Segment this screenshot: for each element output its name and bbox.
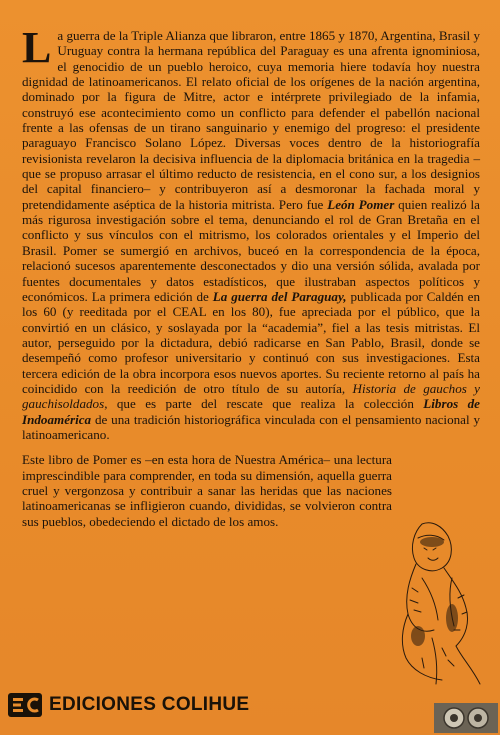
p1-part-c: publicada por Caldén en los 60 (y reeditada por el CEAL en los 80), fue apreciada por el público, que la convirtió en un clásico, y soslayada por la “academia”, fiel a las tesis mitristas. El autor, perseguido por la dictadura, debió radicarse en San Pablo, Brasil, donde se desempeñó como profesor universitario y continuó con sus investigaciones. Esta tercera edición de la obra incorpora esos nuevos aportes. Su reciente retorno al país ha coincidido con la reedición de otro título de su autoría, <box>22 288 480 396</box>
p1-part-d: , que es parte del rescate que realiza la colección <box>104 396 424 412</box>
soldier-sketch-icon <box>392 518 487 690</box>
p1-part-b: quien realizó la más rigurosa investigación sobre el tema, denunciando el rol de Gran Bretaña en el conflicto y sus vínculos con el mitrismo, los colorados orientales y el Imperio del Brasil. Pomer se sumergió en archivos, buceó en la correspondencia de la época, relacionó sucesos aparentemente desconectados y dio una versión sólida, avalada por fuentes documentales y datos estadísticos, que ilustraban aspectos políticos y económicos. La primera edición de <box>22 196 480 304</box>
book-title: La guerra del Paraguay, <box>212 288 347 304</box>
p1-part-a: a guerra de la Triple Alianza que libraron, entre 1865 y 1870, Argentina, Brasil y Uruguay contra la hermana república del Paraguay es una afrenta ignominiosa, el genocidio de un pueblo heroico, cuya memoria hiere todavía hoy nuestra dignidad de latinoamericanos. El relato oficial de los orígenes de la nación argentina, dominado por la figura de Mitre, actor e intérprete privilegiado de la infamia, construyó ese acontecimiento como un conflicto para defender el pabellón nacional frente a las ofensas de un tirano sanguinario y enemigo del progreso: el presidente paraguayo Francisco Solano López. Diversas voces dentro de la historiografía revisionista revelaron la decisiva influencia de la diplomacia británica en la tragedia –que se propuso arrasar el último reducto de resistencia, en el cono sur, a los designios del capital financiero– y contribuyeron así a desmoronar la fachada moral y pretendidamente aséptica de la historia mitrista. Pero fue <box>22 28 481 212</box>
drop-cap: L <box>22 23 52 72</box>
blurb-text <box>22 23 481 529</box>
paragraph-2: Este libro de Pomer es –en esta hora de Nuestra América– una lectura imprescindible para comprender, en toda su dimensión, aquella guerra cruel y vergonzosa y contribuir a sanar las heridas que las naciones latinoamericanas se infligieron cuando, divididas, se volvieron contra sus pueblos, obedeciendo el dictado de los amos. <box>22 452 392 529</box>
paragraph-1 <box>22 23 481 442</box>
corner-seal-icon <box>434 703 498 733</box>
publisher-logo <box>8 690 249 720</box>
publisher-name: EDICIONES COLIHUE <box>49 694 250 715</box>
p1-part-e: de una tradición historiográfica vinculada con el pensamiento nacional y latinoamericano. <box>22 411 480 442</box>
author-name: León Pomer <box>327 196 395 212</box>
ec-logo-icon <box>8 693 42 717</box>
soldier-sketch-illustration <box>392 518 487 690</box>
other-book-title: Historia de gauchos y gauchisoldados <box>22 380 480 412</box>
collection-name: Libros de Indoamérica <box>22 396 480 427</box>
